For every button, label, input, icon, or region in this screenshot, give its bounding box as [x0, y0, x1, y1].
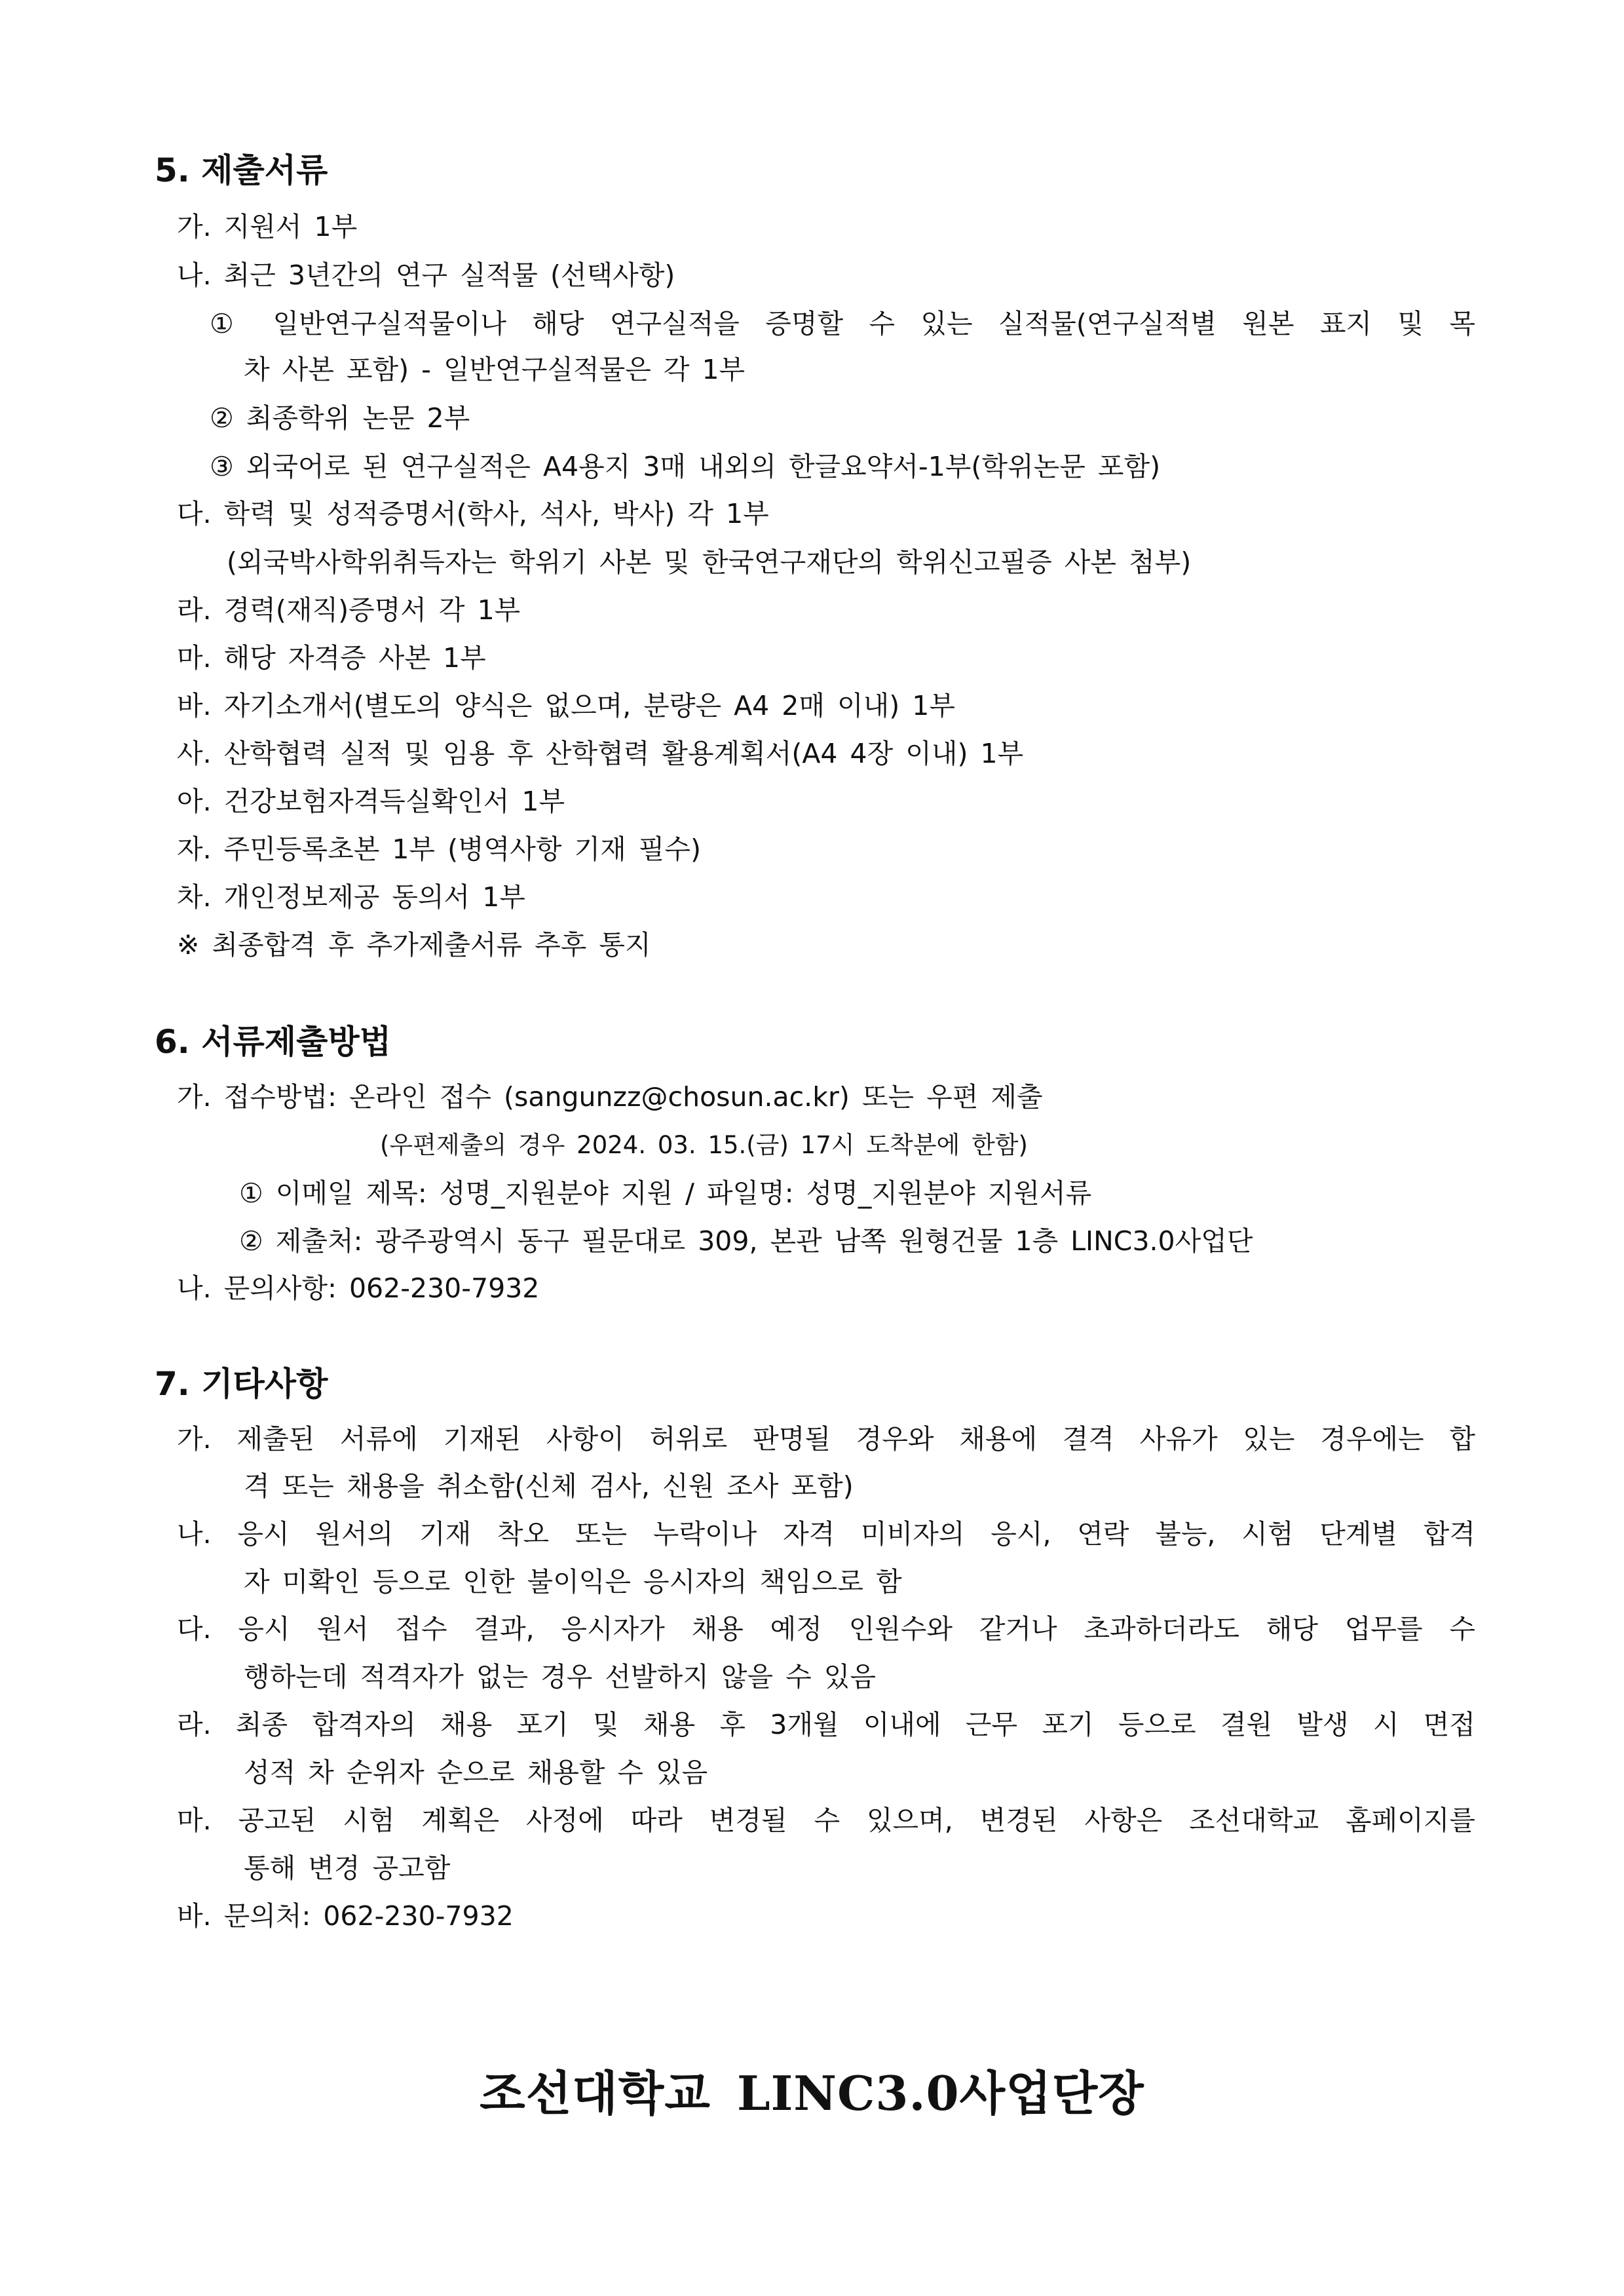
list-item: 성적 차 순위자 순으로 채용할 수 있음 [244, 1757, 708, 1788]
list-item: 바. 문의처: 062-230-7932 [177, 1900, 514, 1932]
list-item: 라. 최종 합격자의 채용 포기 및 채용 후 3개월 이내에 근무 포기 등으로 결원 발생 시 면접 [177, 1709, 1475, 1740]
list-item: 나. 문의사항: 062-230-7932 [177, 1272, 540, 1304]
list-item: 나. 응시 원서의 기재 착오 또는 누락이나 자격 미비자의 응시, 연락 불능, 시험 단계별 합격 [177, 1518, 1475, 1550]
list-item: ② 제출처: 광주광역시 동구 필문대로 309, 본관 남쪽 원형건물 1층 LINC3.0사업단 [239, 1225, 1253, 1257]
list-item: 다. 학력 및 성적증명서(학사, 석사, 박사) 각 1부 [177, 498, 769, 529]
section-7-heading: 7. 기타사항 [155, 1365, 328, 1403]
list-item: ① 이메일 제목: 성명_지원분야 지원 / 파일명: 성명_지원분야 지원서류 [239, 1177, 1092, 1209]
list-item: 마. 공고된 시험 계획은 사정에 따라 변경될 수 있으며, 변경된 사항은 조선대학교 홈페이지를 [177, 1805, 1475, 1836]
list-item: 자. 주민등록초본 1부 (병역사항 기재 필수) [177, 833, 701, 865]
list-item: 통해 변경 공고함 [244, 1852, 451, 1884]
issuer-signature: 조선대학교 LINC3.0사업단장 [480, 2065, 1144, 2121]
list-item: 다. 응시 원서 접수 결과, 응시자가 채용 예정 인원수와 같거나 초과하더라도 해당 업무를 수 [177, 1613, 1475, 1645]
list-item: (외국박사학위취득자는 학위기 사본 및 한국연구재단의 학위신고필증 사본 첨부) [227, 546, 1192, 578]
list-item: 사. 산학협력 실적 및 임용 후 산학협력 활용계획서(A4 4장 이내) 1부 [177, 738, 1024, 769]
section-6-heading: 6. 서류제출방법 [155, 1023, 391, 1061]
list-item: 차 사본 포함) - 일반연구실적물은 각 1부 [244, 354, 746, 385]
list-item: 가. 제출된 서류에 기재된 사항이 허위로 판명될 경우와 채용에 결격 사유가 있는 경우에는 합 [177, 1423, 1475, 1455]
list-item: 바. 자기소개서(별도의 양식은 없으며, 분량은 A4 2매 이내) 1부 [177, 690, 955, 721]
list-item: ① 일반연구실적물이나 해당 연구실적을 증명할 수 있는 실적물(연구실적별 원본 표지 및 목 [210, 308, 1475, 339]
list-item: 아. 건강보험자격득실확인서 1부 [177, 786, 565, 817]
note-item: ※ 최종합격 후 추가제출서류 추후 통지 [177, 929, 651, 961]
list-item: 마. 해당 자격증 사본 1부 [177, 642, 486, 674]
list-item: 가. 지원서 1부 [177, 211, 358, 242]
list-item: 격 또는 채용을 취소함(신체 검사, 신원 조사 포함) [244, 1470, 854, 1502]
list-item: 라. 경력(재직)증명서 각 1부 [177, 594, 521, 626]
list-item: ③ 외국어로 된 연구실적은 A4용지 3매 내외의 한글요약서-1부(학위논문 포함) [210, 451, 1161, 482]
list-item: ② 최종학위 논문 2부 [210, 402, 470, 434]
list-item: 차. 개인정보제공 동의서 1부 [177, 881, 525, 913]
section-5-heading: 5. 제출서류 [155, 151, 328, 189]
list-item: (우편제출의 경우 2024. 03. 15.(금) 17시 도착분에 한함) [380, 1131, 1028, 1159]
list-item: 자 미확인 등으로 인한 불이익은 응시자의 책임으로 함 [244, 1566, 902, 1598]
list-item: 가. 접수방법: 온라인 접수 (sangunzz@chosun.ac.kr) 또는 우편 제출 [177, 1081, 1043, 1113]
list-item: 나. 최근 3년간의 연구 실적물 (선택사항) [177, 259, 675, 291]
list-item: 행하는데 적격자가 없는 경우 선발하지 않을 수 있음 [244, 1661, 876, 1693]
